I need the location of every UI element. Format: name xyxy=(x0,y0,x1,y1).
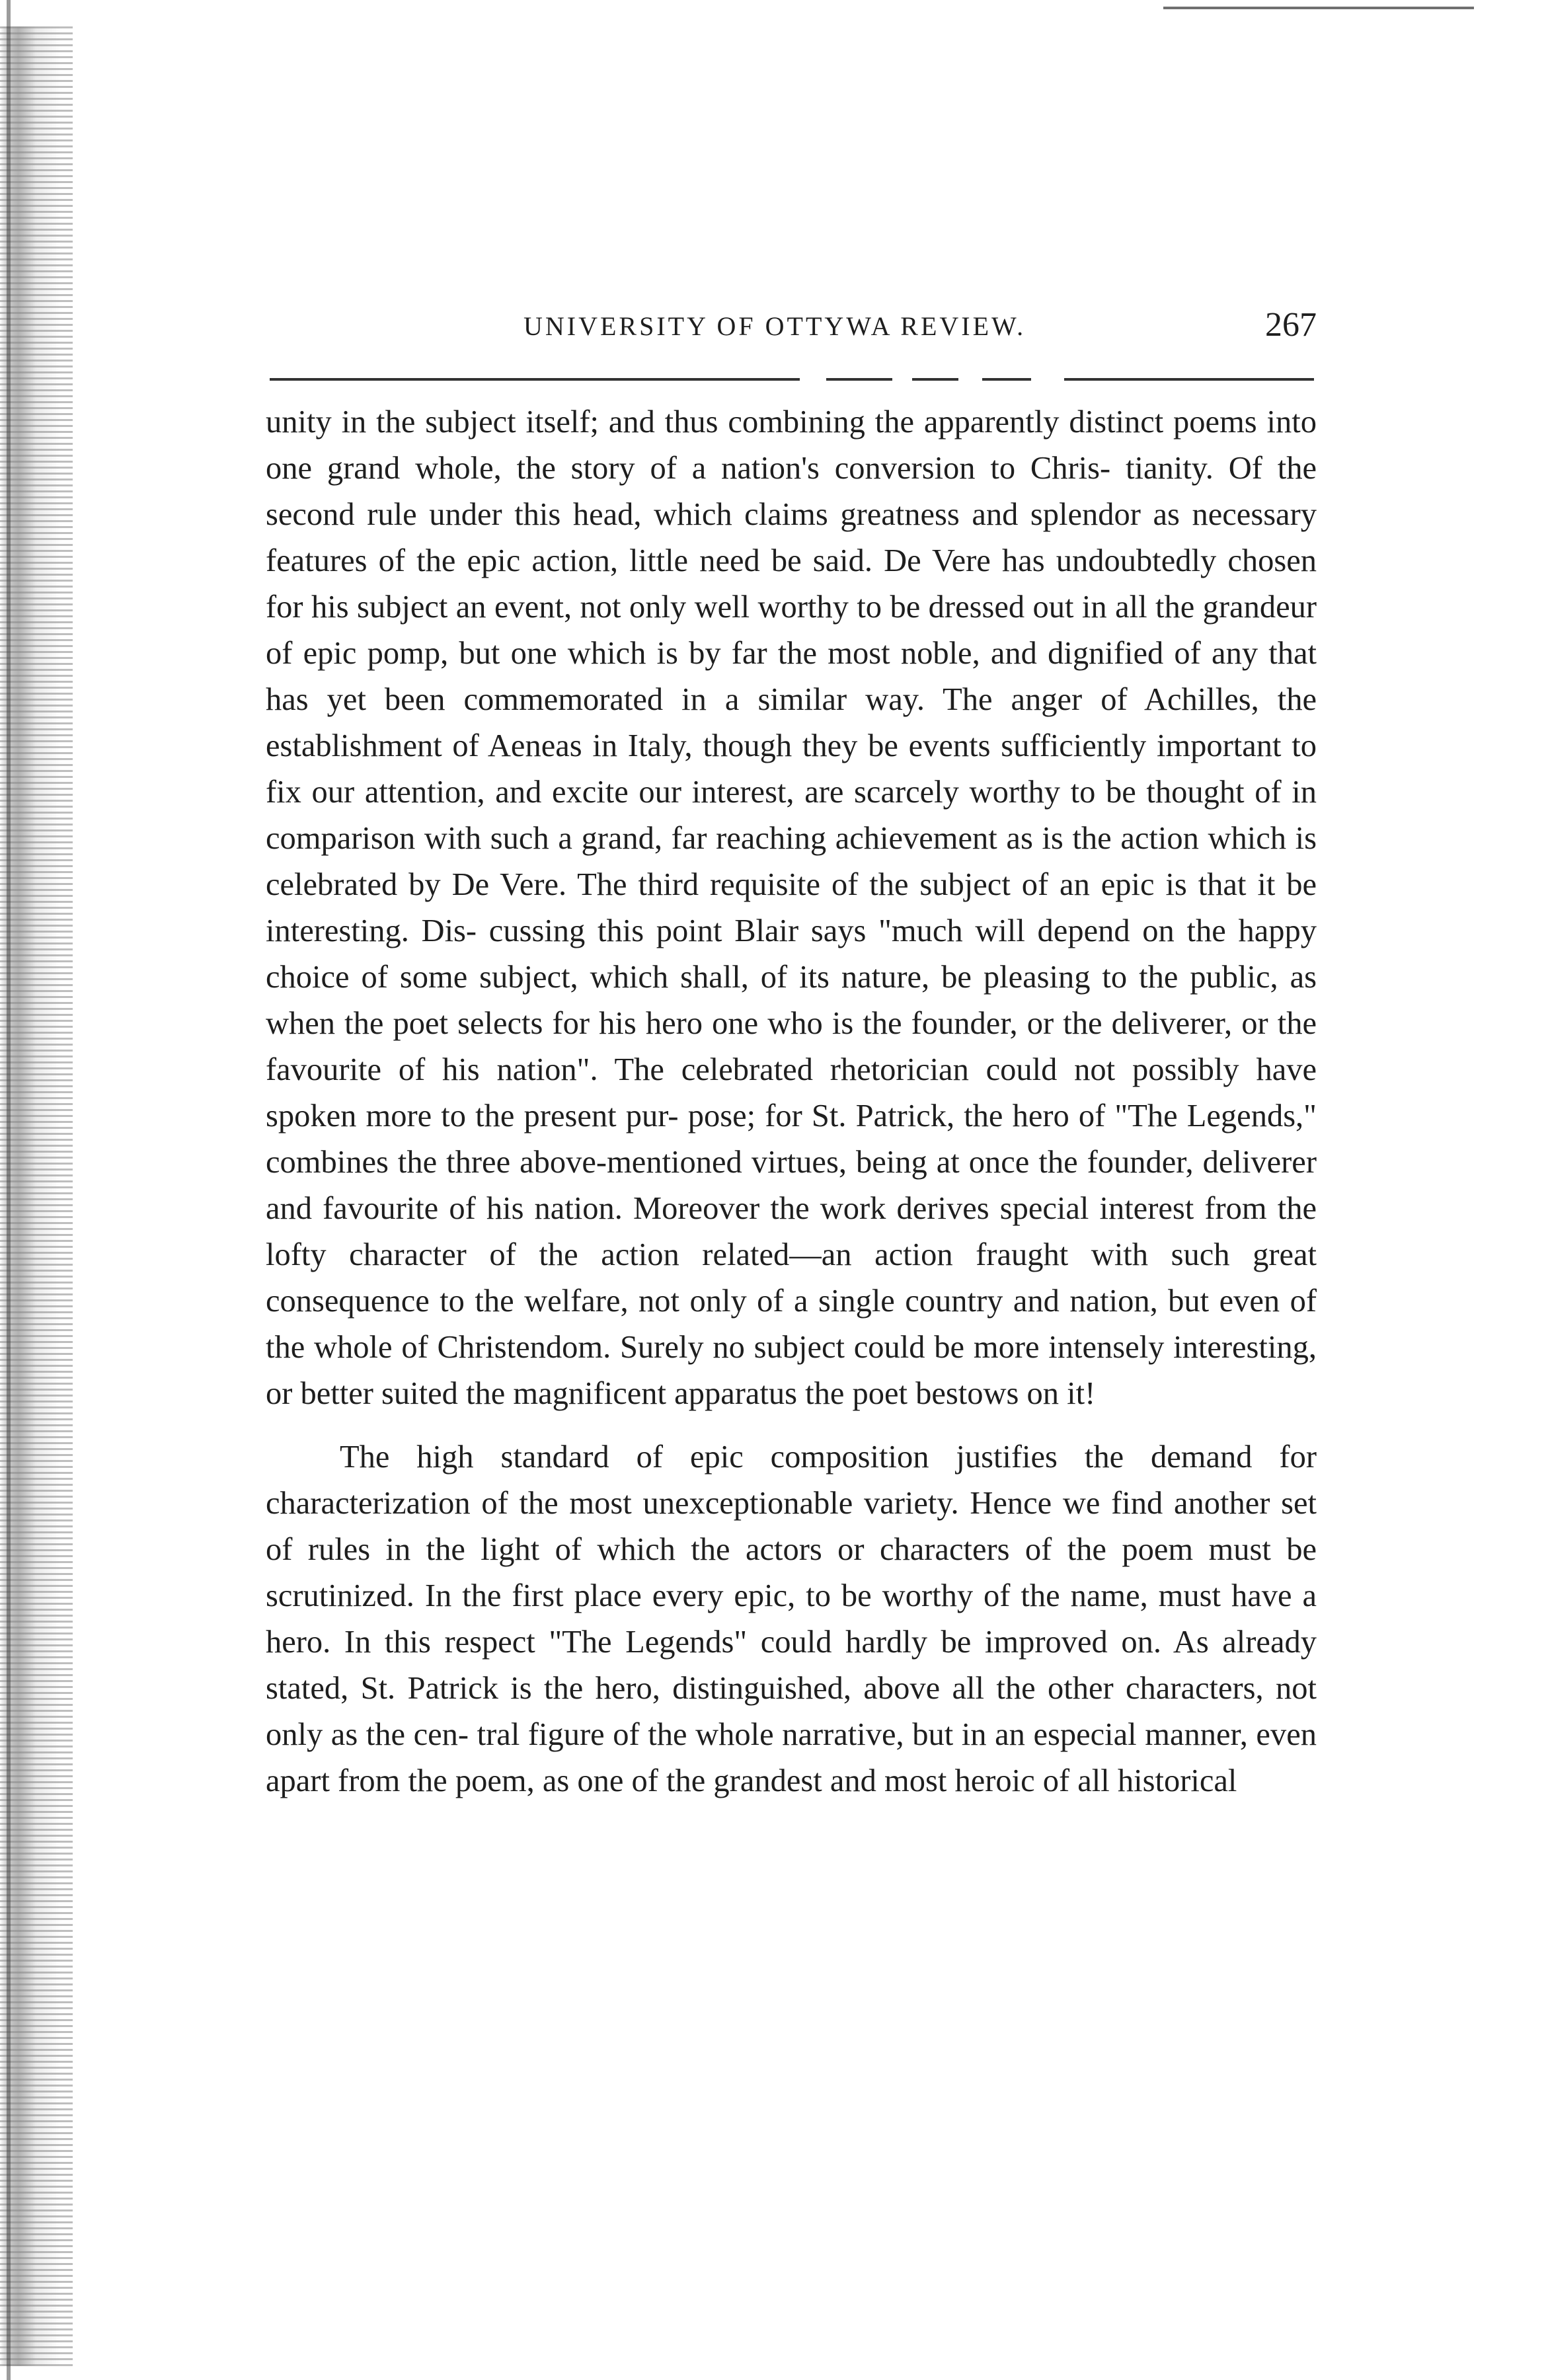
binding-gutter xyxy=(0,26,73,2366)
scan-artifact-rule xyxy=(1163,7,1474,9)
header-rule-gap xyxy=(892,374,912,383)
page-number: 267 xyxy=(1265,306,1317,344)
header-rule xyxy=(270,378,1314,381)
article-body xyxy=(266,399,1317,2356)
header-rule-gap xyxy=(958,374,982,383)
header-rule-gap xyxy=(1031,374,1064,383)
running-head: UNIVERSITY OF OTTYWA REVIEW. xyxy=(523,311,1026,341)
page-header xyxy=(266,305,1317,358)
header-rule-gap xyxy=(800,374,826,383)
paragraph: The high standard of epic composition justifies the demand for characterization of the most unexceptionable variety. Hence we find another set of rules in the light of which the actors or characters of the poem must be scrutinized. In the first place every epic, to be worthy of the name, must have a hero. In this respect "The Legends" could hardly be improved on. As already stated, St. Patrick is the hero, distinguished, above all the other characters, not only as the cen- tral figure of the whole narrative, but in an especial manner, even apart from the poem, as one of the grandest and most heroic of all historical xyxy=(266,1440,1317,1798)
page-edge-shadow xyxy=(7,0,11,2380)
paragraph: unity in the subject itself; and thus combining the apparently distinct poems into one grand whole, the story of a nation's conversion to Chris- tianity. Of the second rule under this head, which claims greatness and splendor as necessary features of the epic action, little need be said. De Vere has undoubtedly chosen for his subject an event, not only well worthy to be dressed out in all the grandeur of epic pomp, but one which is by far the most noble, and dignified of any that has yet been commemorated in a similar way. The anger of Achilles, the establishment of Aeneas in Italy, though they be events sufficiently important to fix our attention, and excite our interest, are scarcely worthy to be thought of in comparison with such a grand, far reaching achievement as is the action which is celebrated by De Vere. The third requisite of the subject of an epic is that it be interesting. Dis- cussing this point Blair says "much will depend on the happy choice of some subject, which shall, of its nature, be pleasing to the public, as when the poet selects for his hero one who is the founder, or the deliverer, or the favourite of his nation". The celebrated rhetorician could not possibly have spoken more to the present pur- pose; for St. Patrick, the hero of "The Legends," combines the three above-mentioned virtues, being at once the founder, deliverer and favourite of his nation. Moreover the work derives special interest from the lofty character of the action related—an action fraught with such great consequence to the welfare, not only of a single country and nation, but even of the whole of Christendom. Surely no subject could be more intensely interesting, or better suited the magnificent apparatus the poet bestows on it! xyxy=(266,404,1317,1411)
